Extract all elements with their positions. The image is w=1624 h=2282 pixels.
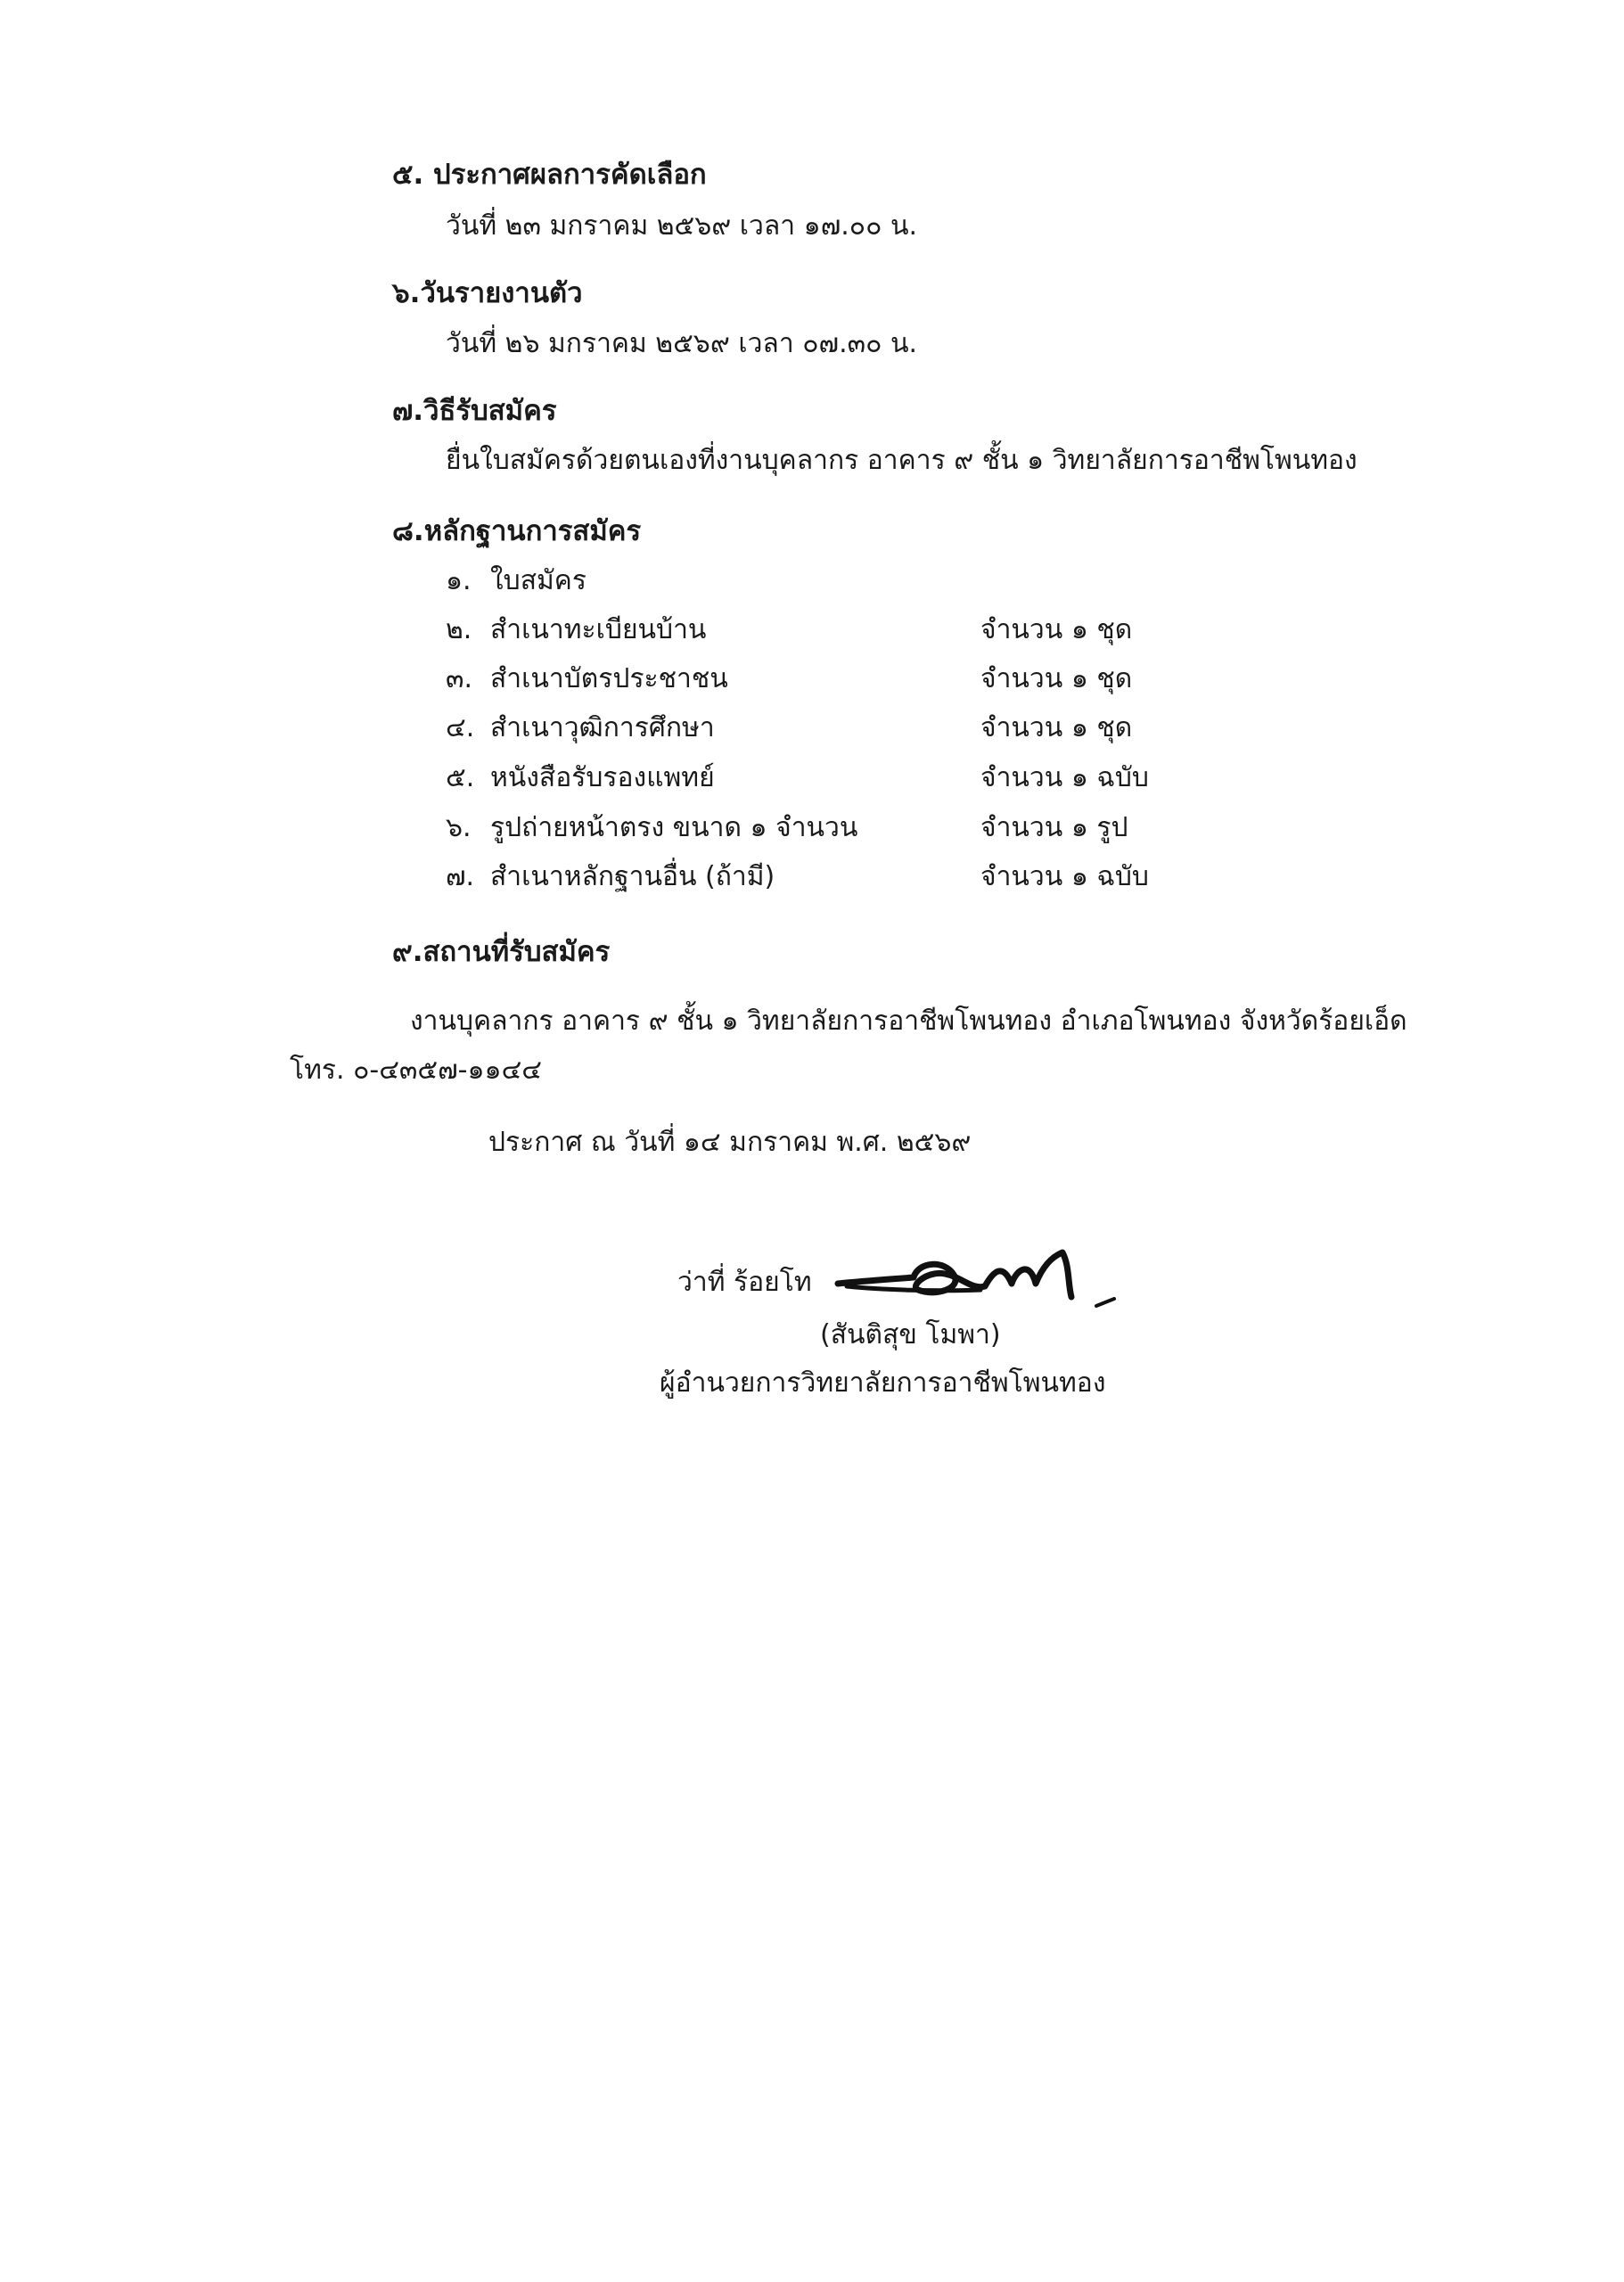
item-quantity: จำนวน ๑ ฉบับ [980, 861, 1149, 892]
section-9-body-line2: โทร. ๐-๔๓๕๗-๑๑๔๔ [290, 1055, 543, 1086]
section-7-heading: ๗.วิธีรับสมัคร [392, 395, 557, 427]
item-quantity: จำนวน ๑ ชุด [980, 663, 1133, 694]
item-name: สำเนาบัตรประชาชน [490, 663, 728, 694]
announcement-date: ประกาศ ณ วันที่ ๑๔ มกราคม พ.ศ. ๒๕๖๙ [488, 1127, 972, 1158]
section-5-heading: ๕. ประกาศผลการคัดเลือก [392, 159, 707, 191]
item-quantity: จำนวน ๑ ชุด [980, 712, 1133, 743]
item-number: ๓. [446, 663, 473, 694]
list-item [446, 707, 1248, 748]
item-number: ๖. [446, 812, 472, 843]
item-quantity: จำนวน ๑ รูป [980, 812, 1128, 843]
list-item [446, 757, 1248, 798]
signature-position: ผู้อำนวยการวิทยาลัยการอาชีพโพนทอง [660, 1367, 1106, 1399]
list-item [446, 856, 1248, 897]
signature-name: (สันติสุข โมพา) [820, 1319, 1001, 1350]
list-item [446, 609, 1248, 650]
list-item [446, 658, 1248, 699]
item-number: ๗. [446, 861, 475, 892]
signature-mark [829, 1235, 1123, 1324]
item-name: สำเนาวุฒิการศึกษา [490, 712, 715, 743]
item-number: ๒. [446, 614, 472, 645]
section-9-body-line1: งานบุคลากร อาคาร ๙ ชั้น ๑ วิทยาลัยการอาชีพโพนทอง อำเภอโพนทอง จังหวัดร้อยเอ็ด [410, 1006, 1407, 1037]
item-number: ๔. [446, 712, 475, 743]
item-quantity: จำนวน ๑ ฉบับ [980, 762, 1149, 793]
section-5-body: วันที่ ๒๓ มกราคม ๒๕๖๙ เวลา ๑๗.๐๐ น. [446, 210, 917, 242]
section-9-heading: ๙.สถานที่รับสมัคร [392, 936, 611, 968]
item-name: ใบสมัคร [490, 565, 586, 596]
section-6-body: วันที่ ๒๖ มกราคม ๒๕๖๙ เวลา ๐๗.๓๐ น. [446, 328, 917, 359]
item-name: หนังสือรับรองแพทย์ [490, 762, 715, 793]
list-item [446, 807, 1248, 848]
section-7-body: ยื่นใบสมัครด้วยตนเองที่งานบุคลากร อาคาร ๙ ชั้น ๑ วิทยาลัยการอาชีพโพนทอง [446, 445, 1357, 476]
item-quantity: จำนวน ๑ ชุด [980, 614, 1133, 645]
item-name: สำเนาหลักฐานอื่น (ถ้ามี) [490, 861, 775, 892]
section-8-heading: ๘.หลักฐานการสมัคร [392, 515, 642, 547]
item-number: ๑. [446, 565, 472, 596]
item-name: สำเนาทะเบียนบ้าน [490, 614, 707, 645]
section-6-heading: ๖.วันรายงานตัว [392, 277, 583, 309]
signature-rank: ว่าที่ ร้อยโท [677, 1267, 812, 1298]
list-item [446, 560, 1248, 601]
item-name: รูปถ่ายหน้าตรง ขนาด ๑ จำนวน [490, 812, 858, 843]
item-number: ๕. [446, 762, 475, 793]
